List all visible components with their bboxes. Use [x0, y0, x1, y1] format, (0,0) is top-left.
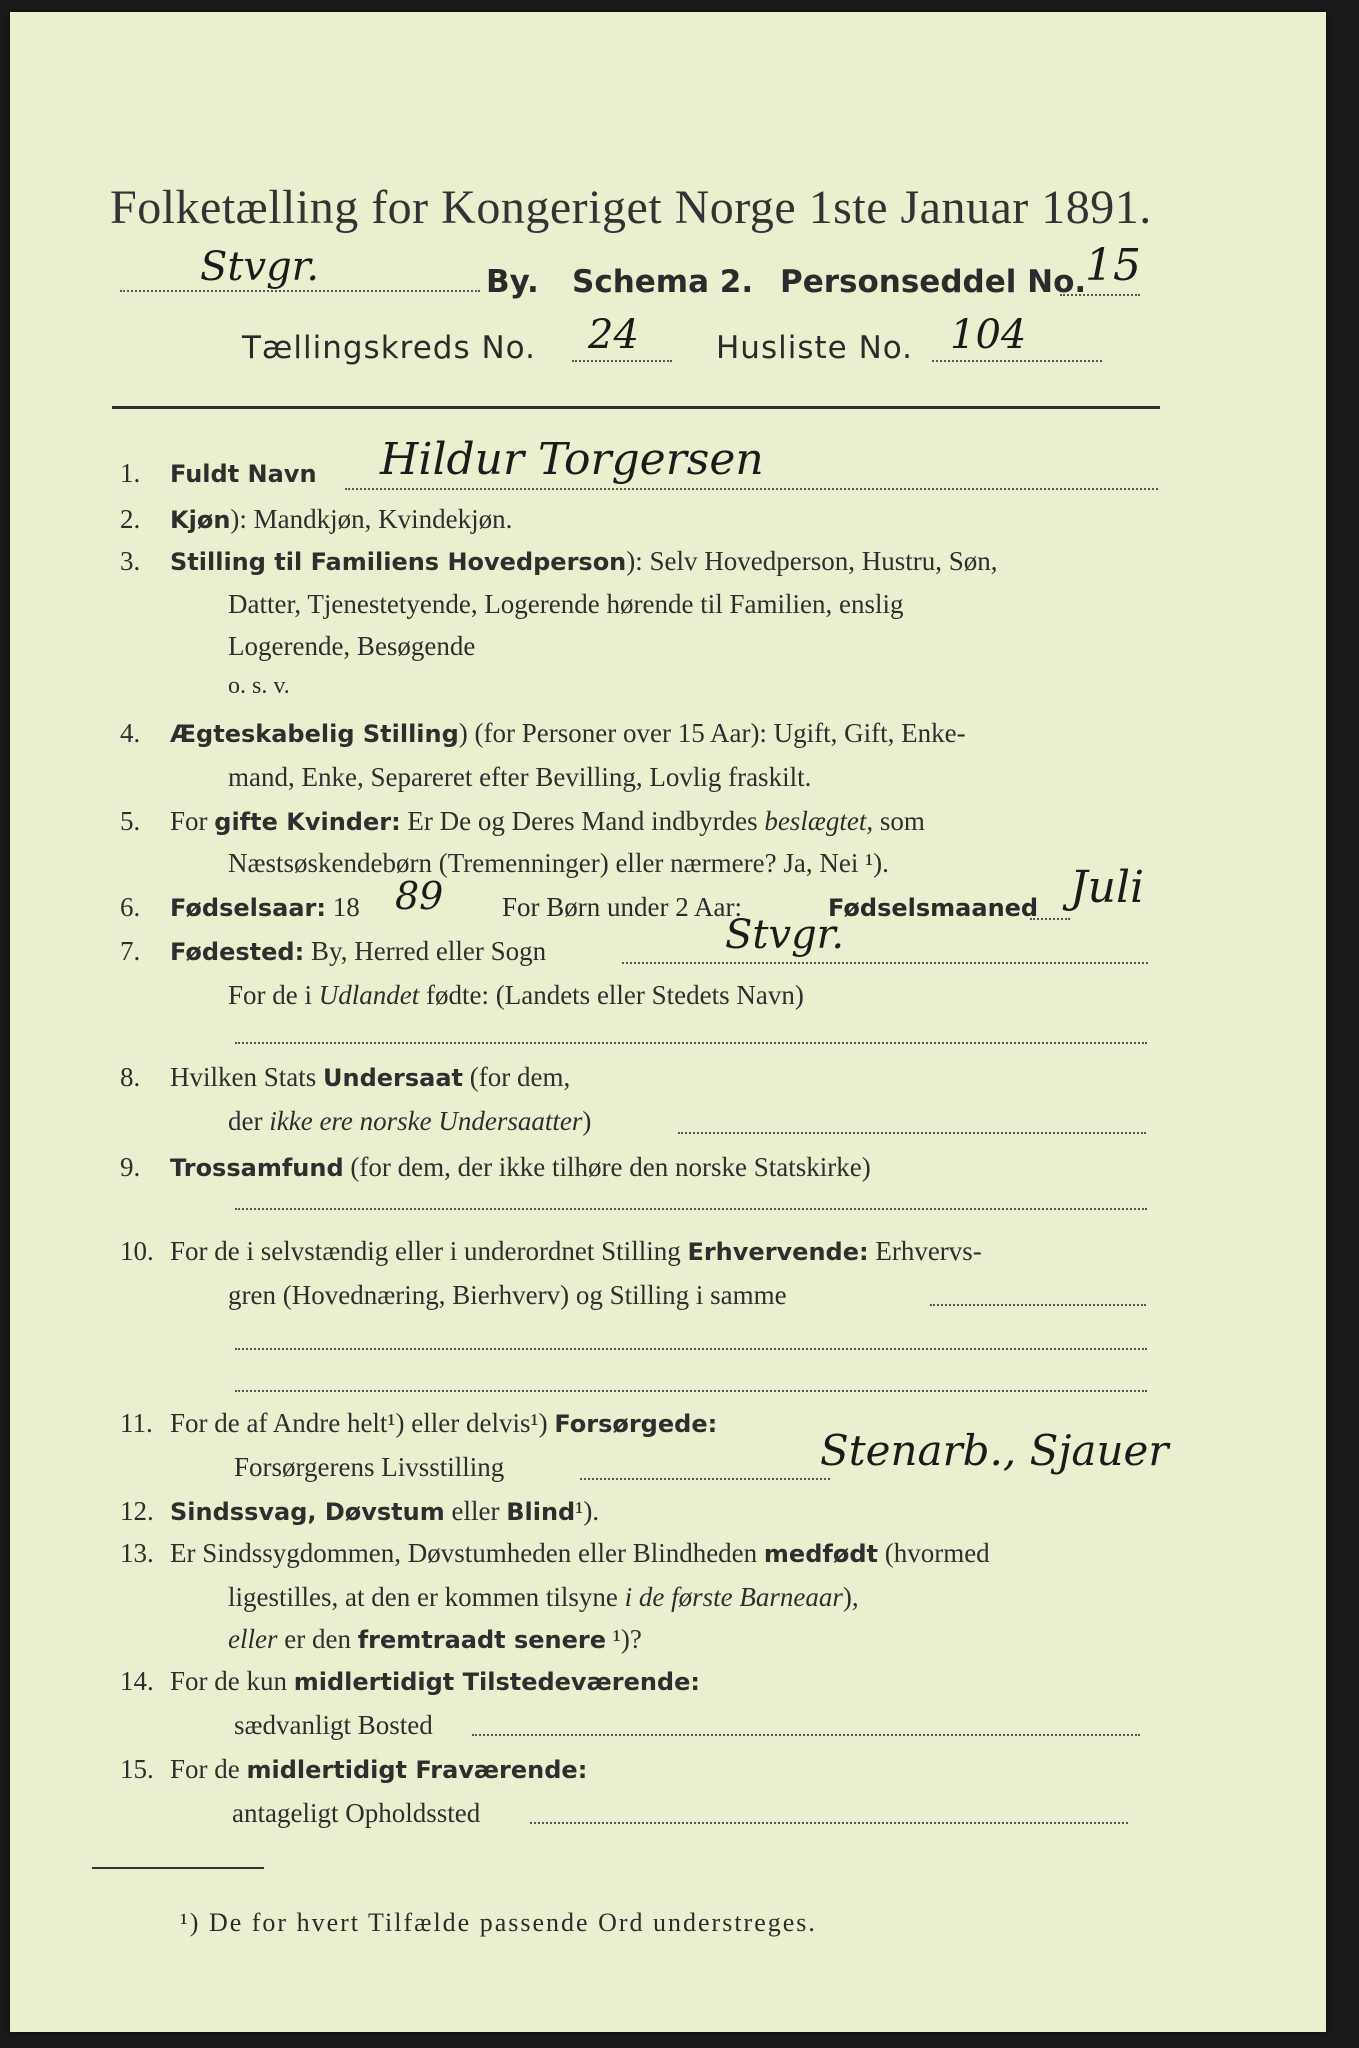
item-8-dotted-line [678, 1132, 1146, 1134]
item-1: 1. Fuldt Navn [120, 458, 317, 488]
item-1-dotted-line [345, 488, 1158, 490]
item-13-line3: eller er den fremtraadt senere ¹)? [228, 1624, 642, 1654]
item-12: 12. Sindssvag, Døvstum eller Blind¹). [120, 1496, 600, 1526]
item-6-handwritten-month: Juli [1070, 862, 1145, 913]
item-14: 14. For de kun midlertidigt Tilstedeværende: [120, 1666, 700, 1696]
footnote-rule [92, 1867, 264, 1869]
item-9-dotted-line [235, 1208, 1147, 1210]
item-4-line2: mand, Enke, Separeret efter Bevilling, Lovlig fraskilt. [228, 762, 812, 792]
item-1-handwritten-name: Hildur Torgersen [380, 434, 764, 485]
header-rule [112, 406, 1160, 409]
item-7-handwritten-place: Stvgr. [725, 912, 845, 958]
item-11-handwritten-occupation: Stenarb., Sjauer [820, 1426, 1169, 1475]
kreds-dotted-line [572, 360, 672, 362]
item-6-text: For Børn under 2 Aar: [502, 892, 742, 922]
item-11-dotted-line [580, 1478, 830, 1480]
item-3: 3. Stilling til Familiens Hovedperson): Selv Hovedperson, Hustru, Søn, [120, 546, 998, 576]
item-7-dotted-line2 [235, 1042, 1147, 1044]
personseddel-label: Personseddel No. [780, 264, 1087, 300]
item-10: 10. For de i selvstændig eller i underordnet Stilling Erhvervende: Erhvervs- [120, 1236, 982, 1266]
item-13: 13. Er Sindssygdommen, Døvstumheden eller Blindheden medfødt (hvormed [120, 1538, 990, 1568]
item-3-line4: o. s. v. [228, 673, 290, 699]
kreds-label: Tællingskreds No. [242, 330, 536, 366]
item-14-dotted-line [472, 1734, 1140, 1736]
item-6-label2: Fødselsmaaned [828, 894, 1039, 922]
item-10-dotted-line [930, 1304, 1146, 1306]
husliste-dotted-line [932, 360, 1102, 362]
footnote: ¹) De for hvert Tilfælde passende Ord understreges. [180, 1908, 817, 1937]
husliste-handwritten-value: 104 [950, 312, 1027, 358]
item-10-dotted-line3 [235, 1390, 1147, 1392]
item-6-dotted-line [1030, 918, 1070, 920]
personseddel-dotted-line [1060, 294, 1140, 296]
item-7-line2: For de i Udlandet fødte: (Landets eller Stedets Navn) [228, 980, 804, 1010]
item-2: 2. Kjøn): Mandkjøn, Kvindekjøn. [120, 504, 513, 534]
item-5-line2: Næstsøskendebørn (Tremenninger) eller nærmere? Ja, Nei ¹). [228, 848, 889, 878]
item-1-label: Fuldt Navn [170, 460, 317, 488]
item-5: 5. For gifte Kvinder: Er De og Deres Mand indbyrdes beslægtet, som [120, 806, 925, 836]
item-10-line2: gren (Hovednæring, Bierhverv) og Stilling i samme [228, 1280, 787, 1310]
item-3-line3: Logerende, Besøgende [228, 631, 476, 661]
schema-label: Schema 2. [572, 264, 754, 300]
item-8-line2: der ikke ere norske Undersaatter) [228, 1106, 592, 1136]
husliste-label: Husliste No. [716, 330, 914, 366]
item-11-line2: Forsørgerens Livsstilling [234, 1452, 505, 1482]
item-6-handwritten-year: 89 [395, 874, 444, 918]
kreds-handwritten-value: 24 [588, 312, 639, 358]
item-7-dotted-line [622, 962, 1148, 964]
item-8: 8. Hvilken Stats Undersaat (for dem, [120, 1062, 571, 1092]
item-11: 11. For de af Andre helt¹) eller delvis¹) Forsørgede: [120, 1408, 718, 1438]
item-4: 4. Ægteskabelig Stilling) (for Personer over 15 Aar): Ugift, Gift, Enke- [120, 718, 966, 748]
by-handwritten-value: Stvgr. [200, 244, 320, 290]
personseddel-handwritten-value: 15 [1085, 240, 1141, 291]
item-3-line2: Datter, Tjenestetyende, Logerende hørende til Familien, enslig [228, 589, 904, 619]
item-9: 9. Trossamfund (for dem, der ikke tilhøre den norske Statskirke) [120, 1152, 871, 1182]
item-14-line2: sædvanligt Bosted [234, 1710, 433, 1740]
item-7: 7. Fødested: By, Herred eller Sogn [120, 936, 547, 966]
by-dotted-line [120, 290, 480, 292]
item-15-dotted-line [530, 1822, 1128, 1824]
census-form-sheet [10, 12, 1326, 2032]
item-13-line2: ligestilles, at den er kommen tilsyne i de første Barneaar), [228, 1582, 859, 1612]
item-15: 15. For de midlertidigt Fraværende: [120, 1754, 588, 1784]
item-10-dotted-line2 [235, 1348, 1147, 1350]
form-title: Folketælling for Kongeriget Norge 1ste Januar 1891. [110, 181, 1152, 234]
item-6: 6. Fødselsaar: 18 [120, 892, 360, 922]
by-label: By. [486, 264, 539, 300]
item-15-line2: antageligt Opholdssted [232, 1798, 481, 1828]
